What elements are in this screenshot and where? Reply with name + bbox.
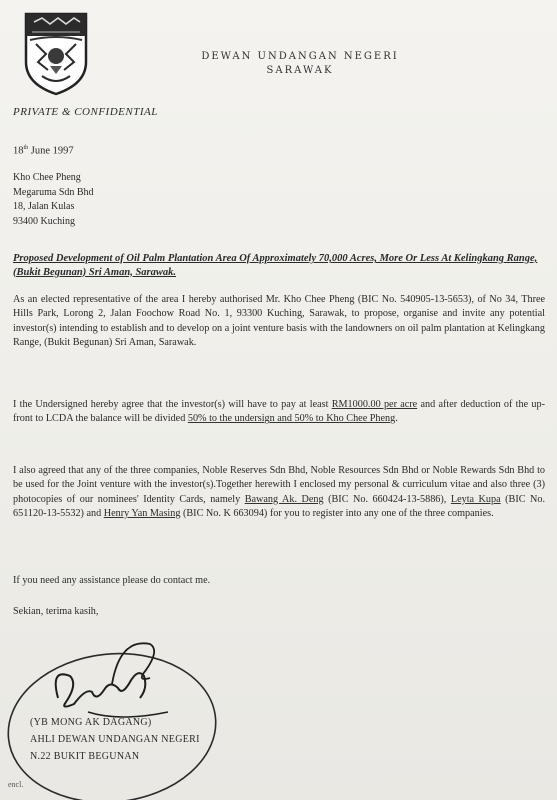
enclosure-note: encl. [8, 780, 24, 789]
paragraph-contact: If you need any assistance please do contact me. [13, 575, 211, 586]
p3-text-e: (BIC No. 651120-13-5532) and [13, 493, 546, 519]
date-suffix: th [23, 145, 29, 151]
closing-salutation: Sekian, terima kasih, [13, 606, 99, 617]
signatory-name: (YB MONG AK DAGANG) [30, 717, 152, 728]
paragraph-agreement [13, 398, 545, 427]
nominee-1-name: Bawang Ak. Deng [244, 493, 324, 505]
p2-text-c: and after deduction of the up-front to LCDA the balance will be divided [13, 399, 545, 425]
p2-text-e: . [395, 413, 398, 425]
paragraph-companies [13, 464, 545, 521]
p3-text-a: I also agreed that any of the three companies, Noble Reserves Sdn Bhd, Noble Resources Sdn Bhd or Noble Rewards Sdn Bhd to be used for the Joint venture with the investor(s).Together herewith I enclosed my personal & curriculum vitae and also three (3) photocopies of our nominees' Identity Cards, namely [13, 465, 545, 505]
recipient-city: 93400 Kuching [13, 215, 75, 227]
recipient-address [13, 171, 94, 229]
letter-date [13, 145, 74, 157]
p3-text-g: (BIC No. K 663094) for you to register into any one of the three companies. [180, 507, 494, 519]
letter-subject: Proposed Development of Oil Palm Plantation Area Of Approximately 70,000 Acres, More Or Less At Kelingkang Range, (Bukit Begunan) Sri Aman, Sarawak. [13, 253, 538, 278]
signatory-title: AHLI DEWAN UNDANGAN NEGERI [30, 734, 200, 745]
letterhead-line1: DEWAN UNDANGAN NEGERI [201, 51, 399, 62]
sarawak-crest-logo [22, 10, 90, 96]
p2-price-highlight: RM1000.00 per acre [331, 399, 418, 410]
date-rest: June 1997 [28, 145, 74, 157]
nominee-3-name: Henry Yan Masing [103, 507, 181, 519]
letterhead [150, 50, 450, 78]
letterhead-line2: SARAWAK [266, 65, 334, 76]
signatory-block [30, 714, 200, 765]
paragraph-authorisation: As an elected representative of the area I hereby authorised Mr. Kho Chee Pheng (BIC No. 540905-13-5653), of No 34, Three Hills Park, Lorong 2, Jalan Foochow Road No. 1, 93300 Kuching, Sarawak, to propose, organise and invite any potential investor(s) intending to establish and to develop on a joint venture basis with the landowners on oil palm plantation at Kelingkang Range, (Bukit Begunan) Sri Aman, Sarawak. [13, 294, 545, 348]
recipient-name: Kho Chee Pheng [13, 172, 81, 183]
recipient-street: 18, Jalan Kulas [13, 201, 75, 212]
p3-text-c: (BIC No. 660424-13-5886), [323, 493, 451, 505]
nominee-2-name: Leyta Kupa [450, 493, 501, 505]
p2-split-highlight: 50% to the undersign and 50% to Kho Chee Pheng [187, 413, 396, 425]
handwritten-signature [0, 618, 250, 800]
signatory-constituency: N.22 BUKIT BEGUNAN [30, 751, 140, 762]
date-day: 18 [13, 145, 24, 157]
confidential-label: PRIVATE & CONFIDENTIAL [13, 106, 158, 118]
recipient-company: Megaruma Sdn Bhd [13, 186, 94, 198]
p2-text-a: I the Undersigned hereby agree that the investor(s) will have to pay at least [13, 399, 332, 410]
